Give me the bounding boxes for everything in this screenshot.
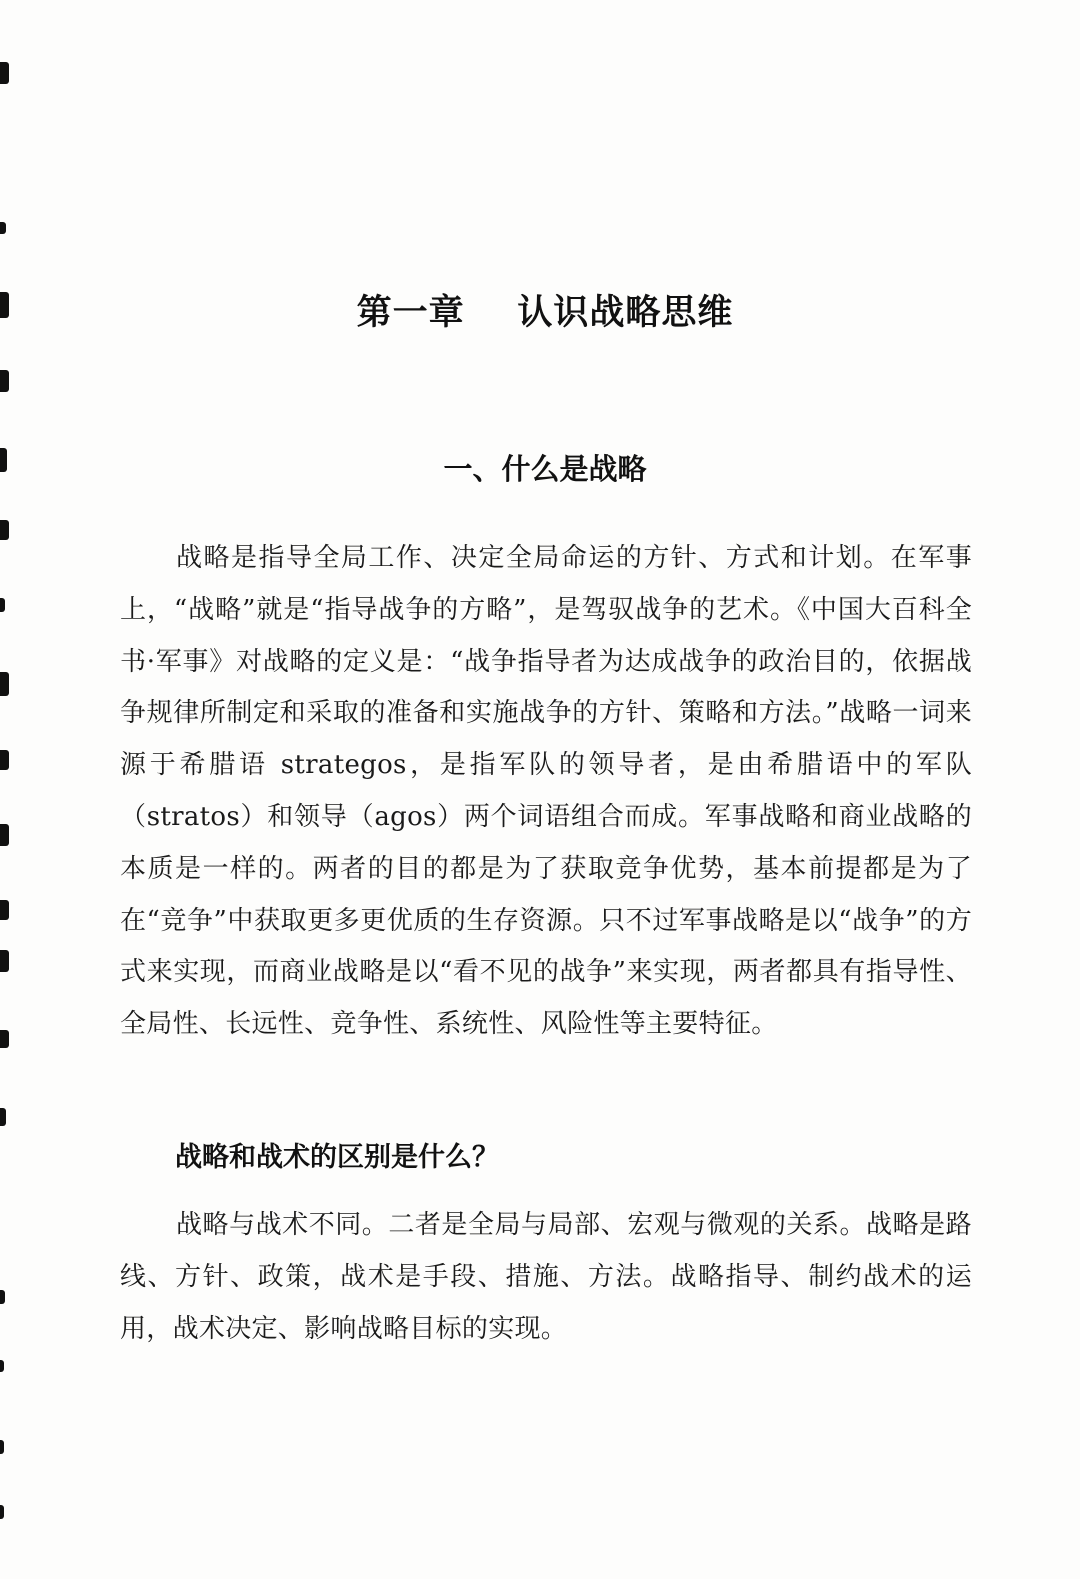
- subheading: 战略和战术的区别是什么？: [175, 1142, 499, 1173]
- scan-edge-mark: [0, 520, 9, 540]
- chapter-title: 第一章 认识战略思维: [356, 293, 734, 333]
- scan-edge-mark: [0, 62, 9, 84]
- scan-edge-mark: [0, 824, 9, 846]
- scan-edge-mark: [0, 1360, 4, 1372]
- scan-edge-mark: [0, 1108, 6, 1126]
- scan-edge-mark: [0, 222, 6, 234]
- intro-paragraph: 战略是指导全局工作、决定全局命运的方针、方式和计划。在军事上，“战略”就是“指导战争的方略”，是驾驭战争的艺术。《中国大百科全书·军事》对战略的定义是：“战争指导者为达成战争的政治目的，依据战争规律所制定和采取的准备和实施战争的方针、策略和方法。”战略一词来源于希腊语 strategos，是指军队的领导者，是由希腊语中的军队（stratos）和领导（agos）两个词语组合而成。军事战略和商业战略的本质是一样的。两者的目的都是为了获取竞争优势，基本前提都是为了在“竞争”中获取更多更优质的生存资源。只不过军事战略是以“战争”的方式来实现，而商业战略是以“看不见的战争”来实现，两者都具有指导性、全局性、长远性、竞争性、系统性、风险性等主要特征。: [120, 543, 972, 1040]
- section-title: 一、什么是战略: [443, 452, 647, 486]
- scan-edge-mark: [0, 1440, 4, 1454]
- scan-edge-mark: [0, 1030, 9, 1048]
- scan-edge-mark: [0, 750, 9, 770]
- scan-edge-mark: [0, 900, 9, 920]
- difference-paragraph: 战略与战术不同。二者是全局与局部、宏观与微观的关系。战略是路线、方针、政策，战术是手段、措施、方法。战略指导、制约战术的运用，战术决定、影响战略目标的实现。: [120, 1210, 972, 1344]
- scan-edge-mark: [0, 950, 9, 972]
- scan-edge-mark: [0, 598, 5, 612]
- scan-edge-mark: [0, 370, 9, 392]
- scan-edge-mark: [0, 1290, 5, 1304]
- scan-edge-mark: [0, 1505, 4, 1519]
- scan-edge-mark: [0, 672, 9, 696]
